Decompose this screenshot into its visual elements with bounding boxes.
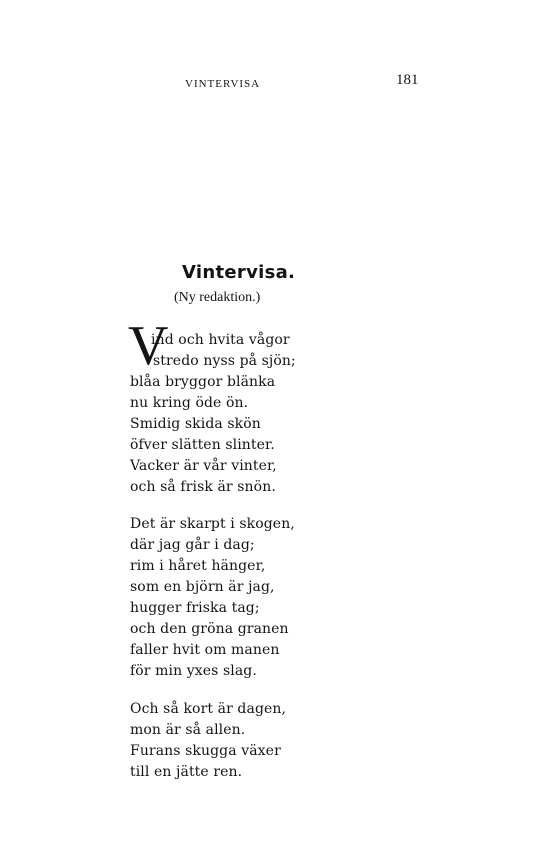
verse-line: faller hvit om manen: [130, 642, 280, 658]
verse-line: hugger friska tag;: [130, 600, 260, 616]
verse-line: mon är så allen.: [130, 722, 246, 738]
verse-line: Och så kort är dagen,: [130, 701, 287, 717]
verse-line: för min yxes slag.: [130, 663, 257, 679]
verse-line: nu kring öde ön.: [130, 395, 249, 411]
verse-line: stredo nyss på sjön;: [153, 353, 296, 369]
verse-line: till en jätte ren.: [130, 764, 243, 780]
verse-line: där jag går i dag;: [130, 537, 255, 553]
verse-line: och den gröna granen: [130, 621, 289, 637]
verse-line: blåa bryggor blänka: [130, 374, 276, 390]
verse-line: Smidig skida skön: [130, 416, 261, 432]
verse-line: Vacker är vår vinter,: [130, 458, 277, 474]
page-number: 181: [396, 72, 419, 88]
drop-cap: V: [128, 315, 169, 377]
verse-line: ind och hvita vågor: [151, 332, 290, 348]
poem-subtitle: (Ny redaktion.): [174, 290, 261, 305]
verse-line: rim i håret hänger,: [130, 558, 266, 574]
verse-line: som en björn är jag,: [130, 579, 275, 595]
running-header: VINTERVISA: [185, 78, 261, 90]
verse-line: Det är skarpt i skogen,: [130, 516, 295, 532]
poem-title: Vintervisa.: [182, 262, 296, 283]
verse-line: och så frisk är snön.: [130, 479, 276, 495]
verse-line: öfver slätten slinter.: [130, 437, 275, 453]
verse-line: Furans skugga växer: [130, 743, 281, 759]
